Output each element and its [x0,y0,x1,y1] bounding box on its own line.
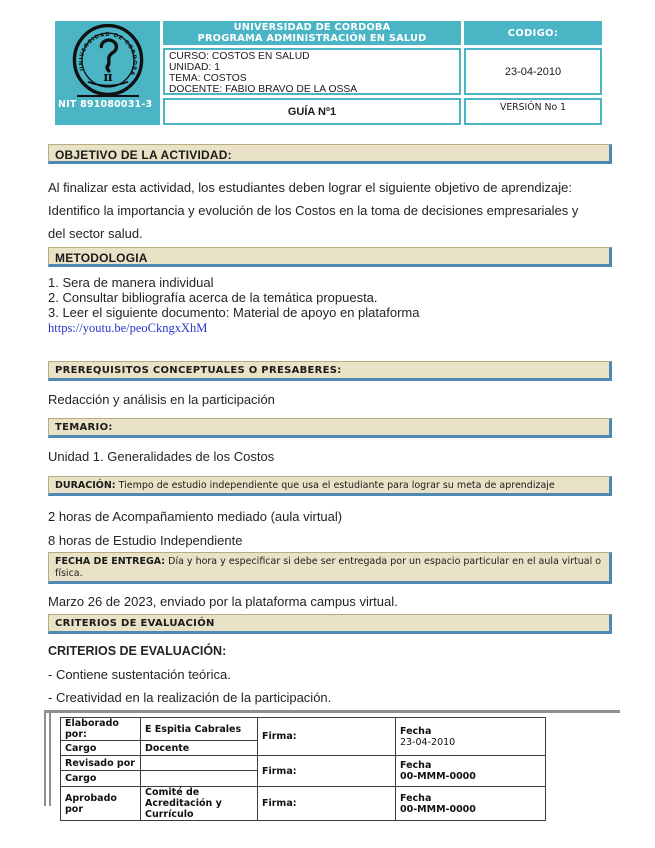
table-row [61,756,546,771]
duracion-label: DURACIÓN: [55,480,116,491]
fecha-value: 00-MMM-0000 [400,803,476,815]
prerequisitos-body: Redacción y análisis en la participación [48,392,275,407]
course-line: CURSO: COSTOS EN SALUD [169,51,310,62]
university-title [163,21,461,45]
signature-table [60,717,546,821]
list-item: 2. Consultar bibliografía acerca de la temática propuesta. [48,290,378,305]
unit-line: UNIDAD: 1 [169,62,220,73]
fecha-value: 23-04-2010 [400,736,456,748]
table-row [61,718,546,741]
codigo-label: CODIGO: [464,21,602,45]
fecha-cell [396,787,546,821]
seal-center-glyph: π [102,69,113,84]
cargo-value: Docente [141,741,258,756]
temario-body: Unidad 1. Generalidades de los Costos [48,449,275,464]
footer-double-rule [44,713,51,806]
signature-footer [44,710,620,821]
cargo-value [141,771,258,787]
section-heading-duracion [48,476,612,496]
university-title-line2: PROGRAMA ADMINISTRACIÓN EN SALUD [197,33,427,44]
logo-cell [55,21,160,125]
objetivo-paragraph [48,176,614,245]
header-date: 23-04-2010 [464,48,602,95]
teacher-line: DOCENTE: FABIO BRAVO DE LA OSSA [169,84,358,95]
duracion-description: Tiempo de estudio independiente que usa el estudiante para lograr su meta de aprendizaje [115,480,555,491]
duracion-line1: 2 horas de Acompañamiento mediado (aula virtual) [48,509,343,524]
section-heading-criterios: CRITERIOS DE EVALUACIÓN [48,614,612,634]
aprobado-value: Comité de Acreditación y Currículo [141,787,258,821]
nit-label: NIT 891080031-3 [58,99,153,110]
fecha-label: Fecha [400,760,432,771]
objetivo-line: del sector salud. [48,226,143,241]
list-item: 3. Leer el siguiente documento: Material de apoyo en plataforma [48,305,420,320]
criterios-item: - Creatividad en la realización de la participación. [48,690,332,705]
firma-cell: Firma: [258,756,396,787]
revisado-value [141,756,258,771]
revisado-label: Revisado por [61,756,141,771]
course-info-cell [163,48,461,95]
guide-number: GUÍA Nº1 [163,98,461,125]
topic-line: TEMA: COSTOS [169,73,247,84]
list-item: 1. Sera de manera individual [48,275,214,290]
table-row [61,787,546,821]
section-heading-metodologia: METODOLOGIA [48,247,612,267]
seal-snake-glyph [101,40,116,71]
objetivo-line: Identifico la importancia y evolución de los Costos en la toma de decisiones empresariales y [48,203,579,218]
university-seal-icon [66,23,150,97]
elaborado-label: Elaborado por: [61,718,141,741]
criterios-item: - Contiene sustentación teórica. [48,667,231,682]
version-label: VERSIÓN No 1 [464,98,602,125]
firma-cell: Firma: [258,787,396,821]
duracion-line2: 8 horas de Estudio Independiente [48,533,243,548]
fecha-value: 00-MMM-0000 [400,771,476,782]
fecha-entrega-description: Día y hora y especificar si debe ser entregada por un espacio particular en el aula virtual o física. [55,556,602,579]
cargo-label: Cargo [61,741,141,756]
metodologia-list [48,275,614,320]
criterios-subheading: CRITERIOS DE EVALUACIÓN: [48,644,227,658]
youtube-link[interactable]: https://youtu.be/peoCkngxXhM [48,321,208,335]
firma-cell: Firma: [258,718,396,756]
section-heading-temario: TEMARIO: [48,418,612,438]
header-table [55,21,602,125]
section-heading-fecha-entrega [48,552,612,584]
elaborado-value: E Espitia Cabrales [141,718,258,741]
section-heading-objetivo: OBJETIVO DE LA ACTIVIDAD: [48,144,612,164]
section-heading-prerequisitos: PREREQUISITOS CONCEPTUALES O PRESABERES: [48,361,612,381]
fecha-entrega-body: Marzo 26 de 2023, enviado por la plataforma campus virtual. [48,594,398,609]
aprobado-label: Aprobado por [61,787,141,821]
seal-rim-text: UNIVERSIDAD DE CORDOBA [78,32,137,77]
fecha-entrega-label: FECHA DE ENTREGA: [55,556,166,567]
fecha-label: Fecha [400,792,432,804]
objetivo-line: Al finalizar esta actividad, los estudiantes deben lograr el siguiente objetivo de aprendizaje: [48,180,572,195]
fecha-cell [396,756,546,787]
cargo-label: Cargo [61,771,141,787]
university-title-line1: UNIVERSIDAD DE CORDOBA [233,22,391,33]
fecha-cell [396,718,546,756]
fecha-label: Fecha [400,725,432,737]
